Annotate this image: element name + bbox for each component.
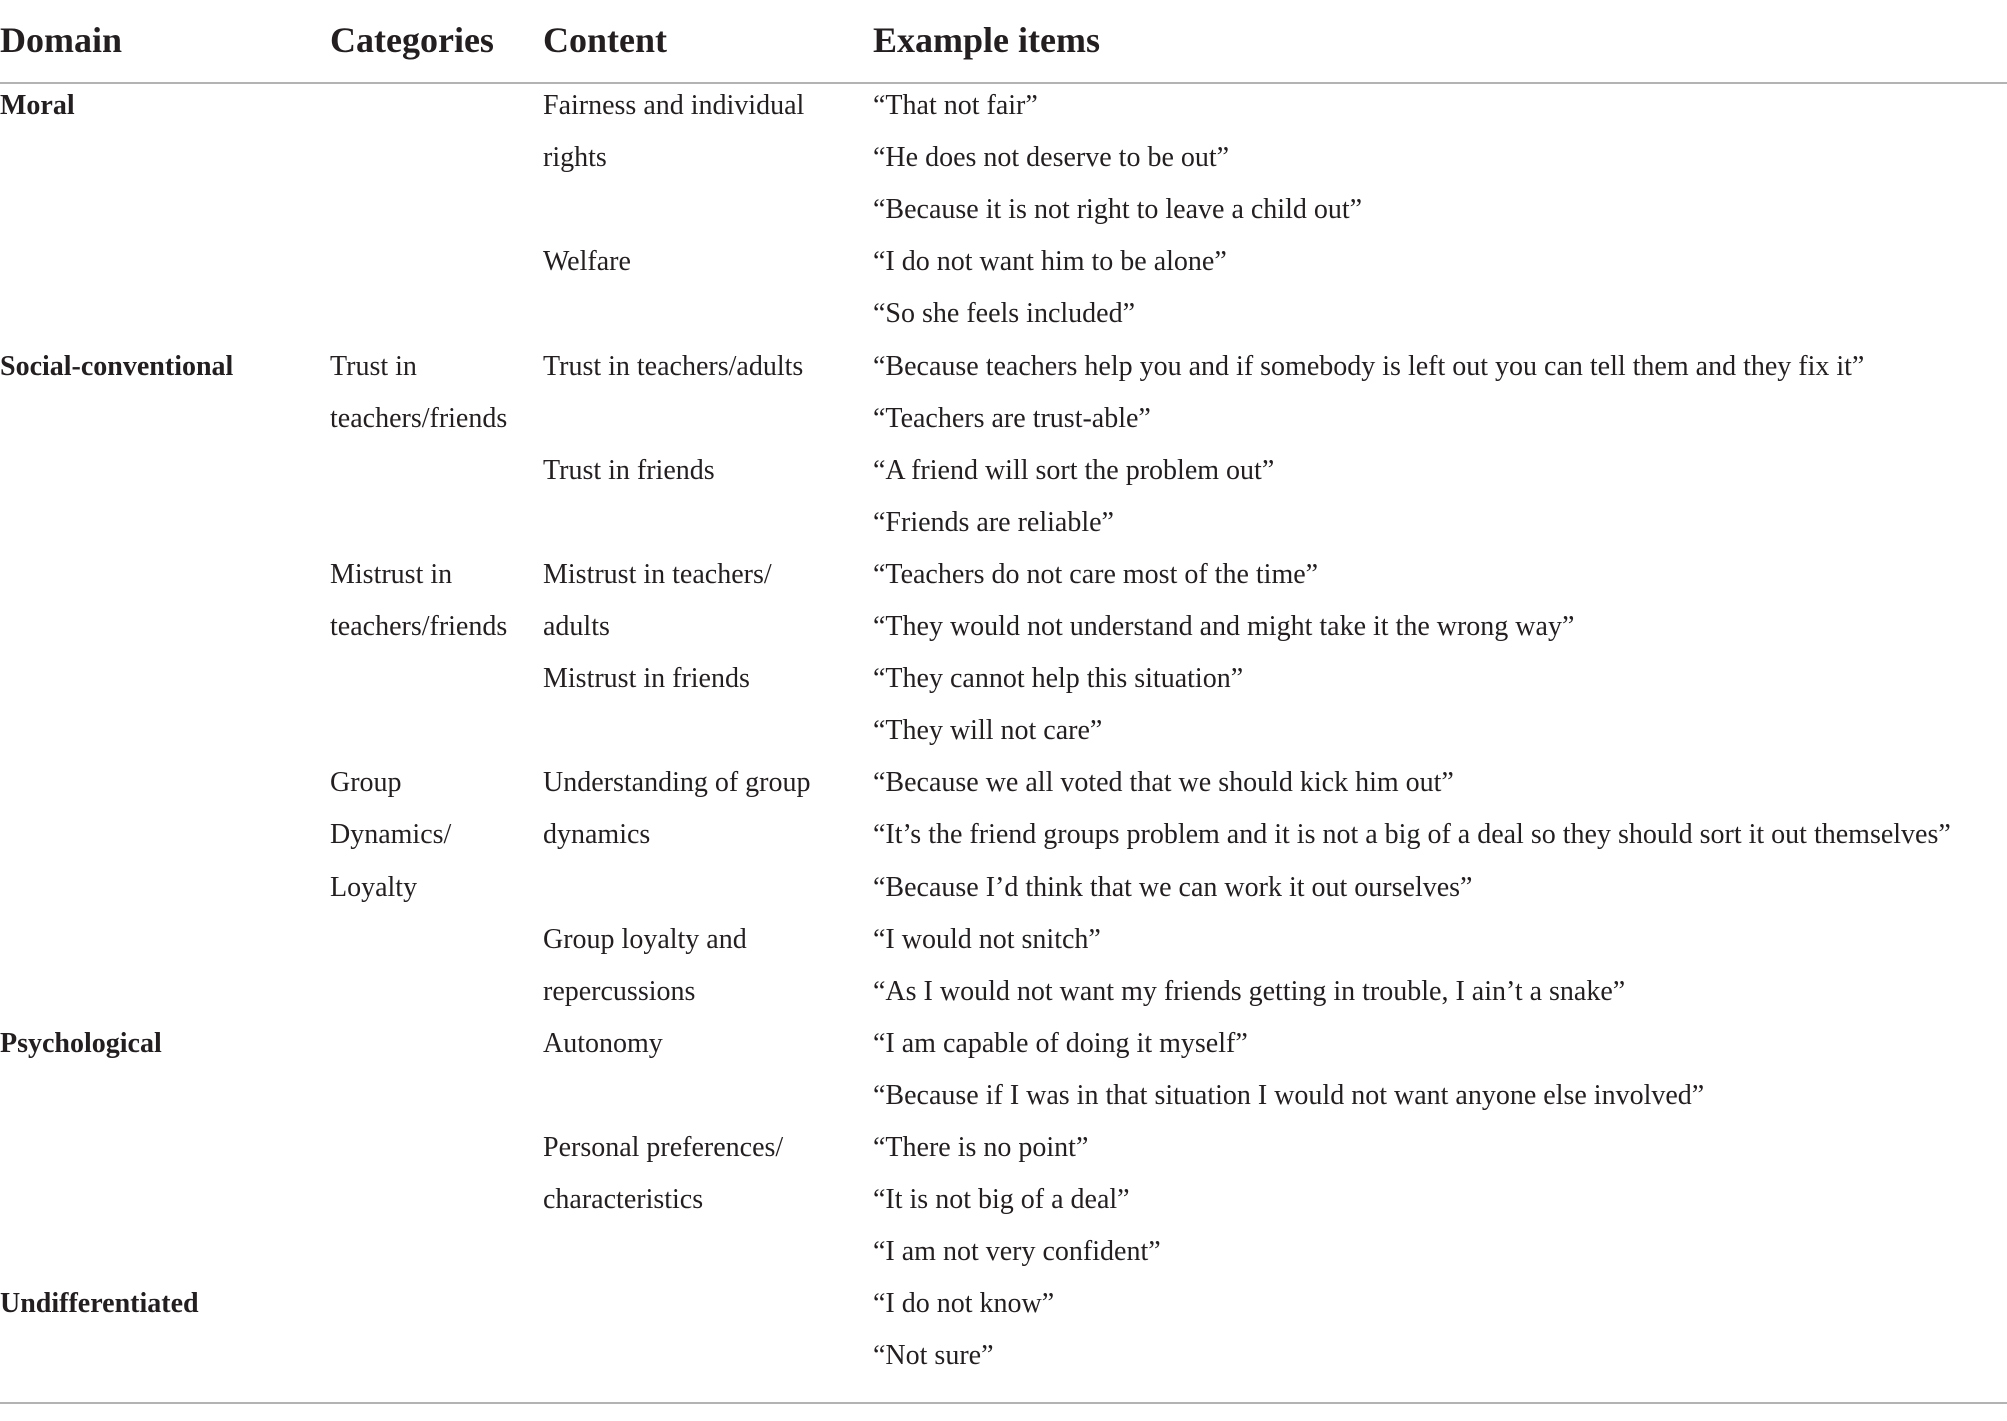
table-header	[0, 0, 2007, 82]
cell-content: dynamics	[543, 819, 651, 850]
header-domain: Domain	[0, 20, 123, 60]
cell-domain: Psychological	[0, 1028, 162, 1059]
cell-domain: Moral	[0, 90, 75, 121]
cell-content: Welfare	[543, 246, 631, 277]
header-example-items: Example items	[873, 20, 1100, 60]
cell-example: “There is no point”	[873, 1132, 1089, 1163]
cell-example: “Not sure”	[873, 1340, 994, 1371]
cell-example: “Because if I was in that situation I would not want anyone else involved”	[873, 1080, 1705, 1111]
cell-category: Mistrust in	[330, 559, 453, 590]
cell-content: Mistrust in friends	[543, 663, 750, 694]
cell-example: “Because teachers help you and if somebody is left out you can tell them and they fix it”	[873, 351, 1865, 382]
cell-content: repercussions	[543, 976, 696, 1007]
cell-example: “Because it is not right to leave a child out”	[873, 194, 1363, 225]
cell-content: Fairness and individual	[543, 90, 805, 121]
cell-example: “I am capable of doing it myself”	[873, 1028, 1248, 1059]
cell-example: “I would not snitch”	[873, 924, 1101, 955]
cell-example: “I am not very confident”	[873, 1236, 1161, 1267]
cell-example: “Because I’d think that we can work it out ourselves”	[873, 872, 1473, 903]
cell-content: Trust in friends	[543, 455, 715, 486]
cell-category: teachers/friends	[330, 611, 508, 642]
cell-example: “Friends are reliable”	[873, 507, 1114, 538]
cell-example: “I do not know”	[873, 1288, 1055, 1319]
header-content: Content	[543, 20, 667, 60]
cell-example: “As I would not want my friends getting in trouble, I ain’t a snake”	[873, 976, 1626, 1007]
cell-domain: Undifferentiated	[0, 1288, 199, 1319]
cell-content: Group loyalty and	[543, 924, 747, 955]
cell-example: “A friend will sort the problem out”	[873, 455, 1275, 486]
cell-example: “They will not care”	[873, 715, 1103, 746]
bottom-rule	[0, 1402, 2007, 1404]
cell-content: Understanding of group	[543, 767, 811, 798]
cell-example: “They cannot help this situation”	[873, 663, 1244, 694]
cell-example: “Because we all voted that we should kick him out”	[873, 767, 1454, 798]
header-categories: Categories	[330, 20, 494, 60]
cell-content: Mistrust in teachers/	[543, 559, 772, 590]
cell-category: Group	[330, 767, 402, 798]
cell-domain: Social-conventional	[0, 351, 234, 382]
cell-example: “So she feels included”	[873, 298, 1136, 329]
cell-example: “That not fair”	[873, 90, 1038, 121]
cell-example: “Teachers are trust-able”	[873, 403, 1151, 434]
cell-example: “I do not want him to be alone”	[873, 246, 1227, 277]
cell-example: “They would not understand and might take it the wrong way”	[873, 611, 1575, 642]
cell-category: Dynamics/	[330, 819, 452, 850]
cell-content: Trust in teachers/adults	[543, 351, 804, 382]
cell-content: adults	[543, 611, 610, 642]
cell-example: “Teachers do not care most of the time”	[873, 559, 1319, 590]
cell-content: characteristics	[543, 1184, 704, 1215]
cell-content: Autonomy	[543, 1028, 663, 1059]
cell-category: Loyalty	[330, 872, 418, 903]
cell-category: teachers/friends	[330, 403, 508, 434]
cell-example: “It’s the friend groups problem and it is not a big of a deal so they should sort it out themselves”	[873, 819, 1951, 850]
cell-content: rights	[543, 142, 607, 173]
cell-category: Trust in	[330, 351, 417, 382]
cell-example: “He does not deserve to be out”	[873, 142, 1230, 173]
cell-example: “It is not big of a deal”	[873, 1184, 1130, 1215]
cell-content: Personal preferences/	[543, 1132, 784, 1163]
